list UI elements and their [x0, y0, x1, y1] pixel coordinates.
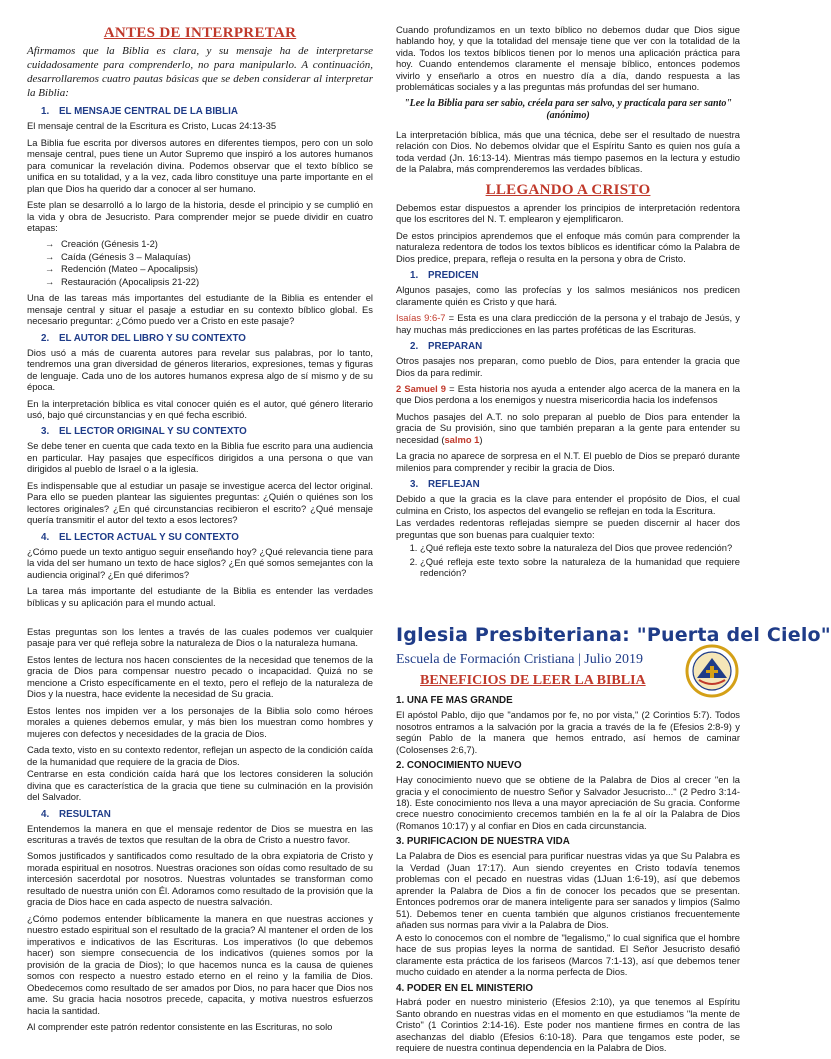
paragraph: La interpretación bíblica, más que una técnica, debe ser el resultado de nuestra relación con Dios. No debemos olvidar que el Espíritu Santo es quien nos guía a toda verdad (Jn. 16:13-14). Mientras más tiempo pasemos en la lectura y estudio de la Palabra, más comprenderemos las verdades bíblicas.: [396, 128, 740, 175]
benefit-4-heading: 4. PODER EN EL MINISTERIO: [396, 982, 533, 994]
section-number: 2.: [41, 332, 50, 344]
paragraph: Centrarse en esta condición caída hará que los lectores consideren la solución divina que es característica de la gracia que tiene su culminación en la provisión del Salvador.: [27, 768, 373, 803]
quote: [396, 98, 740, 123]
section-title: EL LECTOR ACTUAL Y SU CONTEXTO: [59, 531, 239, 543]
paragraph: La Biblia fue escrita por diversos autores en diferentes tiempos, pero con un solo mensaje central, pues tiene un Autor Supremo que inspiró a los autores humanos para comunicar la revelación divina. Podemos observar que el texto bíblico se unifica en su totalidad, y a la vez, cada libro constituye una parte importante en el plan que Dios ha querido dar a conocer al ser humano.: [27, 136, 373, 194]
paragraph-text: Muchos pasajes del A.T. no solo preparan al pueblo de Dios para entender la gracia de Su provisión, sino que también preparan a la gente para entender su necesidad (: [396, 410, 740, 445]
list-item: 2. ¿Qué refleja este texto sobre la naturaleza de la humanidad que requiere redención?: [420, 556, 740, 579]
section-title: PREDICEN: [428, 270, 479, 282]
intro-text: Afirmamos que la Biblia es clara, y su mensaje ha de interpretarse cuidadosamente para comprenderlo, no para manipularlo. A continuación, desarrollaremos cuatro pautas básicas que se deben considerar al interpretar la Biblia:: [27, 45, 373, 99]
paragraph: Hay conocimiento nuevo que se obtiene de la Palabra de Dios al crecer "en la gracia y el conocimiento de nuestro Señor y Salvador Jesucristo..." (2 Pedro 3:14-18). Este conocimiento nos lleva a una mayor apreciación de Su gracia. Conforme crece nuestro conocimiento crecemos también en la fe al oír la Palabra de Dios (Romanos 10:17) y al confiar en Dios en cada circunstancia.: [396, 774, 740, 831]
section-title: PREPARAN: [428, 341, 483, 353]
paragraph: Otros pasajes nos preparan, como pueblo de Dios, para entender la gracia que Dios da para redimir.: [396, 355, 740, 378]
school-name: Escuela de Formación Cristiana | Julio 2019: [396, 652, 643, 668]
paragraph: [396, 383, 740, 406]
paragraph: Estos lentes nos impiden ver a los personajes de la Biblia solo como héroes morales a quienes debemos emular, y más bien los muestran como hombres y mujeres con defectos y necesidades de la gracia de Dios.: [27, 704, 373, 739]
stages-list: [27, 238, 373, 287]
paragraph: Este plan se desarrolló a lo largo de la historia, desde el principio y se cumplió en la vida y obra de Jesucristo. Para comprender mejor se puede dividir en cuatro etapas:: [27, 199, 373, 233]
paragraph-text: = Esta historia nos ayuda a entender algo acerca de la manera en la que Dios perdona a los enemigos y nuestra misericordia hacia los indefensos: [396, 383, 740, 406]
arrow-icon: →: [45, 263, 55, 275]
paragraph: Una de las tareas más importantes del estudiante de la Biblia es entender el mensaje central y situar el pasaje a estudiar en su contexto bíblico global. Es necesario preguntar: ¿Cómo puedo ver a Cristo en este pasaje?: [27, 292, 373, 327]
list-item: [45, 251, 373, 262]
section-title: REFLEJAN: [428, 479, 480, 491]
paragraph: Estas preguntas son los lentes a través de las cuales podemos ver cualquier pasaje para ver qué refleja sobre la naturaleza de Dios o la naturaleza humana.: [27, 626, 373, 649]
section-title: EL AUTOR DEL LIBRO Y SU CONTEXTO: [59, 332, 246, 344]
preparan-heading: [396, 341, 740, 353]
llegando-a-cristo-title: LLEGANDO A CRISTO: [485, 181, 651, 198]
paragraph: La gracia no aparece de sorpresa en el N.T. El pueblo de Dios se preparó durante milenios para comprender y recibir la gracia de Dios.: [396, 450, 740, 473]
arrow-icon: →: [45, 238, 55, 250]
paragraph: Cada texto, visto en su contexto redentor, reflejan un aspecto de la condición caída de la humanidad que requiere de la gracia de Dios.: [27, 744, 373, 767]
church-name: Iglesia Presbiteriana: "Puerta del Cielo": [396, 624, 831, 646]
paragraph-text: ): [479, 433, 483, 445]
paragraph: Algunos pasajes, como las profecías y los salmos mesiánicos nos predicen claramente quién es Cristo y que hará.: [396, 284, 740, 307]
paragraph: En la interpretación bíblica es vital conocer quién es el autor, qué género literario usó, bajo qué circunstancias y en qué fecha escribió.: [27, 397, 373, 421]
arrow-icon: →: [45, 250, 55, 262]
paragraph: [396, 411, 740, 445]
paragraph: [396, 312, 740, 335]
section-number: 1.: [41, 106, 50, 118]
section-title: EL MENSAJE CENTRAL DE LA BIBLIA: [59, 106, 238, 118]
paragraph: El mensaje central de la Escritura es Cristo, Lucas 24:13-35: [27, 120, 277, 132]
list-item: [45, 276, 373, 287]
questions-list: [396, 542, 740, 578]
paragraph: Las verdades redentoras reflejadas siempre se pueden discernir al hacer dos preguntas que son buenas para cualquier texto:: [396, 517, 740, 540]
section-number: 2.: [410, 341, 419, 353]
benefit-1-heading: 1. UNA FE MAS GRANDE: [396, 695, 513, 707]
benefits-title: BENEFICIOS DE LEER LA BIBLIA: [420, 673, 646, 689]
section-3-heading: [27, 426, 373, 438]
list-item: [45, 263, 373, 274]
section-1-heading: [27, 106, 373, 118]
stage-label: Caída (Génesis 3 – Malaquías): [61, 250, 191, 262]
paragraph: Entendemos la manera en que el mensaje redentor de Dios se muestra en las escrituras a través de textos que resultan de la obra de Cristo a nuestro favor.: [27, 822, 373, 845]
section-number: 3.: [410, 479, 419, 491]
stage-label: Creación (Génesis 1-2): [61, 238, 158, 250]
paragraph: La Palabra de Dios es esencial para purificar nuestras vidas ya que Su Palabra es la Verdad (Juan 17:17). Aun siendo creyentes en Cristo todavía tenemos problemas con el pecado en nuestras vidas (1Juan 1:6-19), así que debemos aprender la Palabra de Dios a fin de conocer los pecados que se presentan. Entonces podremos orar de manera inteligente para ser sanados y limpios (Salmo 51). Debemos tener en cuenta también que algunos cristianos frecuentemente añaden sus normas para vivir a la Palabra de Dios.: [396, 850, 740, 931]
paragraph: Debemos estar dispuestos a aprender los principios de interpretación redentora que los escritores del N. T. emplearon y ejemplificaron.: [396, 201, 740, 225]
reflejan-heading: [396, 479, 740, 491]
scripture-reference: Isaías 9:6-7: [396, 312, 446, 324]
arrow-icon: →: [45, 275, 55, 287]
stage-label: Restauración (Apocalipsis 21-22): [61, 275, 200, 287]
paragraph-text: = Esta es una clara predicción de la persona y el trabajo de Jesús, y hay muchas más predicciones en las partes proféticas de las Escrituras.: [396, 312, 740, 335]
paragraph: Es indispensable que al estudiar un pasaje se investigue acerca del lector original. Para ello se pueden plantear las siguientes preguntas: ¿Quién o quiénes son los lectores originales? ¿En qué circunstancias recibieron el escrito? ¿Qué mensaje quería transmitir el autor del texto a esos lectores?: [27, 479, 373, 526]
paragraph: La tarea más importante del estudiante de la Biblia es entender las verdades bíblicas y su aplicación para el mundo actual.: [27, 585, 373, 608]
paragraph: ¿Cómo podemos entender bíblicamente la manera en que nuestras acciones y nuestro estado espiritual son el resultado de la gracia? Al mantener el orden de los imperativos e indicativos de las Escrituras. Los imperativos (lo que debemos hacer) son siempre consecuencia de los indicativos (quienes somos por la provisión de la gracia de Dios); lo que hacemos nunca es la causa de quienes somos con respecto a nuestro estado eterno en el reino y la familia de Dios. Obedecemos como resultado de ser amados por Dios, no para hacer que Dios nos ame. Su gracia hacia nosotros precede, capacita, y motiva nuestros esfuerzos hacia la santidad.: [27, 912, 373, 1016]
section-title: RESULTAN: [59, 808, 111, 820]
section-2-heading: [27, 333, 373, 345]
list-item: [45, 238, 373, 249]
stage-label: Redención (Mateo – Apocalipsis): [61, 263, 199, 275]
benefit-3-heading: 3. PURIFICACION DE NUESTRA VIDA: [396, 836, 570, 848]
top-right-column: [396, 24, 740, 581]
paragraph: Debido a que la gracia es la clave para entender el propósito de Dios, el cual culmina en Cristo, los aspectos del evangelio se reflejan en toda la Escritura.: [396, 493, 740, 516]
paragraph: Dios usó a más de cuarenta autores para revelar sus palabras, por lo tanto, tendremos una gran diversidad de géneros literarios, expresiones, temas y figuras de lenguaje. Cada uno de los autores humanos expresa algo de sí mismo y de su época.: [27, 346, 373, 393]
predicen-heading: [396, 270, 740, 282]
section-number: 1.: [410, 270, 419, 282]
scripture-reference: 2 Samuel 9: [396, 383, 446, 395]
church-seal-logo-icon: [685, 644, 739, 698]
section-4-heading: [27, 532, 373, 544]
quote-author: (anónimo): [546, 110, 590, 122]
section-number: 3.: [41, 426, 50, 438]
quote-text: "Lee la Biblia para ser sabio, créela para ser salvo, y practícala para ser santo": [404, 97, 732, 109]
paragraph: Estos lentes de lectura nos hacen conscientes de la necesidad que tenemos de la gracia de Dios para compensar nuestro pecado o incapacidad. Quizá no se mencione a Cristo específicamente en el texto, pero el reflejo de la naturaleza de Dios y la nuestra, hace evidente la necesidad de Su gracia.: [27, 653, 373, 700]
paragraph: ¿Cómo puede un texto antiguo seguir enseñando hoy? ¿Qué relevancia tiene para la vida del ser humano un texto de hace siglos? ¿En qué somos semejantes con la audiencia original? ¿En qué diferimos?: [27, 545, 373, 580]
section-number: 4.: [41, 808, 50, 820]
top-left-column: [27, 24, 373, 613]
paragraph: Habrá poder en nuestro ministerio (Efesios 2:10), ya que tenemos al Espíritu Santo obrando en nuestras vidas en el momento en que estudiamos "la mente de Cristo" (1 Corintios 2:14-16). Este poder nos mantiene firmes en contra de las asechanzas del diablo (Efesios 6:10-18). Para que tengamos este poder, se requiere de nuestra continua dependencia en la Palabra de Dios.: [396, 996, 740, 1054]
scripture-reference: salmo 1: [444, 433, 480, 445]
resultan-heading: [27, 809, 373, 821]
paragraph: A esto lo conocemos con el nombre de "legalismo," lo cual significa que el hombre hace de sus propias leyes la norma de santidad. El Señor Jesucristo desafió claramente esta práctica de los fariseos (Marcos 7:1-13), así que debemos tener mucho cuidado en atender a la norma perfecta de Dios.: [396, 931, 740, 978]
bottom-left-column: [27, 626, 373, 1037]
section-number: 4.: [41, 531, 50, 543]
antes-de-interpretar-title: ANTES DE INTERPRETAR: [103, 25, 297, 41]
paragraph: Al comprender este patrón redentor consistente en las Escrituras, no solo: [27, 1021, 333, 1032]
paragraph: Se debe tener en cuenta que cada texto en la Biblia fue escrito para una audiencia en particular. Hay pasajes que específicos dirigidos a una persona o que van dirigidos al pueblo de Israel o a la iglesia.: [27, 440, 373, 475]
paragraph: El apóstol Pablo, dijo que "andamos por fe, no por vista," (2 Corintios 5:7). Todos nosotros entramos a la salvación por la gracia a través de la fe (Efesios 2:8-9) y según Pablo de la manera que hemos entrado, así hemos de caminar (Colosenses 2:6,7).: [396, 709, 740, 755]
paragraph: Cuando profundizamos en un texto bíblico no debemos dudar que Dios sigue hablando hoy, y que la totalidad del mensaje tiene que ver con la totalidad de la vida. Todos los textos bíblicos tienen por lo menos una aplicación práctica para hoy. Cuando entendemos claramente el mensaje bíblico, entonces podemos vivirlo y enseñarlo a otros en nuestro día a día, dando respuesta a las problemáticas sociales y a las preguntas más profundas del ser humano.: [396, 24, 740, 93]
section-title: EL LECTOR ORIGINAL Y SU CONTEXTO: [59, 426, 247, 438]
benefit-2-heading: 2. CONOCIMIENTO NUEVO: [396, 760, 522, 772]
paragraph: De estos principios aprendemos que el enfoque más común para comprender la naturaleza redentora de todos los textos bíblicos es identificar cómo la Palabra de Dios predice, prepara, refleja o resulta en la persona y obra de Cristo.: [396, 229, 740, 264]
paragraph: Somos justificados y santificados como resultado de la obra expiatoria de Cristo y morada espiritual en nosotros. Nuestras oraciones son oídas como resultado de su intercesión sacerdotal por nosotros. Nuestras voluntades se transforman como resultado de nuestra unión con Él. Adoramos como resultado de la provisión que la gracia de Dios hace en cada aspecto de nuestra salvación.: [27, 850, 373, 908]
list-item: 1. ¿Qué refleja este texto sobre la naturaleza del Dios que provee redención?: [420, 542, 740, 553]
